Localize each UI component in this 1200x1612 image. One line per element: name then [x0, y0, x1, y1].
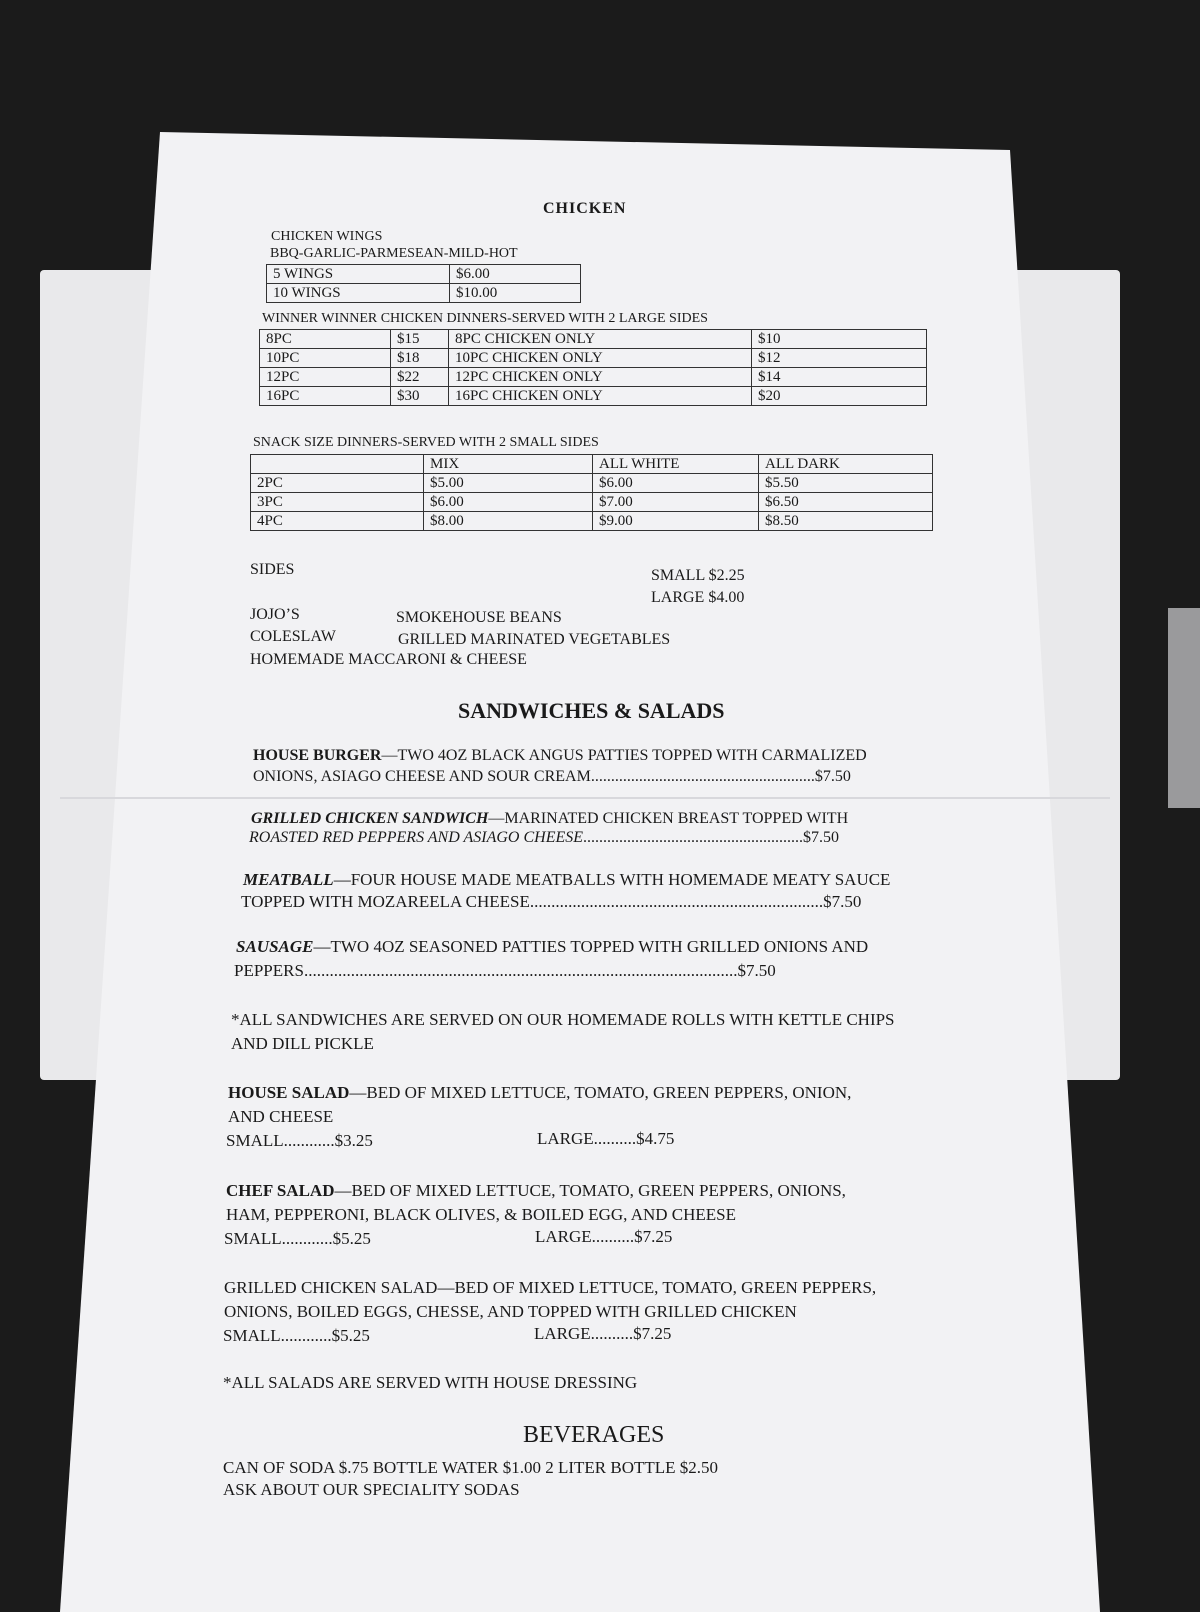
dinners-table — [259, 329, 927, 406]
table-cell: 8PC CHICKEN ONLY — [449, 330, 752, 349]
beverages-note: ASK ABOUT OUR SPECIALITY SODAS — [223, 1480, 520, 1499]
table-cell: MIX — [424, 455, 593, 474]
table-cell: 5 WINGS — [267, 265, 450, 284]
table-cell: $6.00 — [450, 265, 581, 284]
section-title-beverages: BEVERAGES — [523, 1422, 665, 1448]
table-cell: $7.00 — [593, 493, 759, 512]
wings-table — [266, 264, 581, 303]
salad-large-price: LARGE..........$7.25 — [534, 1324, 672, 1343]
table-cell: $10 — [752, 330, 927, 349]
menu-item-line — [234, 961, 776, 981]
table-cell: $9.00 — [593, 512, 759, 531]
snack-title: SNACK SIZE DINNERS-SERVED WITH 2 SMALL SIDES — [253, 435, 599, 450]
table-cell: 3PC — [251, 493, 424, 512]
sides-small-price: SMALL $2.25 — [651, 567, 745, 584]
item-description-line2: ONIONS, BOILED EGGS, CHESSE, AND TOPPED WITH GRILLED CHICKEN — [224, 1302, 797, 1321]
table-cell: $8.00 — [424, 512, 593, 531]
item-price: $7.50 — [737, 961, 776, 980]
table-row — [251, 474, 933, 493]
table-cell: 16PC CHICKEN ONLY — [449, 387, 752, 406]
salad-small-price: SMALL............$3.25 — [226, 1131, 373, 1150]
sides-large-price: LARGE $4.00 — [651, 589, 745, 606]
salad-note: *ALL SALADS ARE SERVED WITH HOUSE DRESSING — [223, 1373, 638, 1392]
salad-small-price: SMALL............$5.25 — [224, 1229, 371, 1248]
section-title-chicken: CHICKEN — [543, 200, 627, 217]
table-cell: $30 — [391, 387, 449, 406]
side-item: GRILLED MARINATED VEGETABLES — [398, 631, 671, 648]
item-description: —BED OF MIXED LETTUCE, TOMATO, GREEN PEPPERS, ONION, — [349, 1083, 852, 1102]
table-cell: $15 — [391, 330, 449, 349]
item-description: ONIONS, ASIAGO CHEESE AND SOUR CREAM — [253, 768, 591, 785]
sandwich-note: *ALL SANDWICHES ARE SERVED ON OUR HOMEMADE ROLLS WITH KETTLE CHIPS — [231, 1010, 895, 1029]
item-description: —BED OF MIXED LETTUCE, TOMATO, GREEN PEPPERS, — [437, 1278, 877, 1297]
salad-small-price: SMALL............$5.25 — [223, 1326, 370, 1345]
table-cell: $22 — [391, 368, 449, 387]
table-cell: 10PC — [260, 349, 391, 368]
menu-item-meatball — [243, 870, 890, 890]
item-name: SAUSAGE — [236, 937, 314, 956]
table-cell: $14 — [752, 368, 927, 387]
table-cell: 10 WINGS — [267, 284, 450, 303]
item-price: $7.50 — [814, 768, 851, 785]
menu-item-grilled-chicken-sandwich — [251, 810, 848, 828]
table-row — [260, 349, 927, 368]
paper-fold — [60, 797, 1110, 799]
wings-title: CHICKEN WINGS — [271, 229, 383, 244]
table-cell: 10PC CHICKEN ONLY — [449, 349, 752, 368]
table-cell: 4PC — [251, 512, 424, 531]
table-cell: 8PC — [260, 330, 391, 349]
table-cell: $6.00 — [593, 474, 759, 493]
salad-large-price: LARGE..........$4.75 — [537, 1129, 675, 1148]
section-title-sandwiches: SANDWICHES & SALADS — [458, 698, 725, 723]
item-description: —TWO 4OZ BLACK ANGUS PATTIES TOPPED WITH CARMALIZED — [381, 747, 867, 764]
table-cell: $18 — [391, 349, 449, 368]
table-cell: 12PC CHICKEN ONLY — [449, 368, 752, 387]
table-cell: $20 — [752, 387, 927, 406]
table-cell: ALL DARK — [759, 455, 933, 474]
wings-flavors: BBQ-GARLIC-PARMESEAN-MILD-HOT — [270, 246, 518, 261]
sides-title: SIDES — [250, 561, 295, 578]
item-description: —BED OF MIXED LETTUCE, TOMATO, GREEN PEPPERS, ONIONS, — [334, 1181, 846, 1200]
paper-stack-right — [1168, 608, 1200, 808]
item-description: —FOUR HOUSE MADE MEATBALLS WITH HOMEMADE MEATY SAUCE — [333, 870, 891, 889]
item-description: —TWO 4OZ SEASONED PATTIES TOPPED WITH GRILLED ONIONS AND — [313, 937, 869, 956]
item-description-line2: AND CHEESE — [228, 1107, 334, 1126]
item-description-line2: HAM, PEPPERONI, BLACK OLIVES, & BOILED EGG, AND CHEESE — [226, 1205, 737, 1224]
menu-item-line — [253, 768, 851, 786]
item-description: PEPPERS — [234, 961, 304, 980]
item-name: MEATBALL — [243, 870, 334, 889]
table-row — [260, 387, 927, 406]
item-name: GRILLED CHICKEN SANDWICH — [251, 810, 489, 827]
table-cell: 16PC — [260, 387, 391, 406]
side-item: SMOKEHOUSE BEANS — [396, 609, 562, 626]
menu-item-line — [241, 892, 861, 912]
item-description: ROASTED RED PEPPERS AND ASIAGO CHEESE — [249, 829, 584, 846]
table-cell: $12 — [752, 349, 927, 368]
table-cell: 12PC — [260, 368, 391, 387]
table-row — [251, 512, 933, 531]
side-item: HOMEMADE MACCARONI & CHEESE — [250, 651, 527, 668]
table-row — [260, 330, 927, 349]
table-row — [251, 493, 933, 512]
item-name: CHEF SALAD — [226, 1181, 335, 1200]
item-name: HOUSE BURGER — [253, 747, 382, 764]
table-cell: $5.50 — [759, 474, 933, 493]
table-cell: $5.00 — [424, 474, 593, 493]
table-cell: 2PC — [251, 474, 424, 493]
table-row — [267, 284, 581, 303]
table-cell: ALL WHITE — [593, 455, 759, 474]
snack-table — [250, 454, 933, 531]
menu-item-house-burger — [253, 747, 867, 765]
table-cell: $6.50 — [759, 493, 933, 512]
item-name: GRILLED CHICKEN SALAD — [224, 1278, 438, 1297]
item-name: HOUSE SALAD — [228, 1083, 350, 1102]
item-price: $7.50 — [823, 892, 862, 911]
item-description: TOPPED WITH MOZAREELA CHEESE — [241, 892, 530, 911]
dinners-title: WINNER WINNER CHICKEN DINNERS-SERVED WITH 2 LARGE SIDES — [262, 311, 708, 326]
table-cell: $10.00 — [450, 284, 581, 303]
menu-item-line — [249, 829, 839, 847]
leader-dots: ........................................................ — [590, 768, 815, 785]
menu-item-grilled-chicken-salad — [224, 1278, 876, 1298]
table-cell — [251, 455, 424, 474]
item-description: —MARINATED CHICKEN BREAST TOPPED WITH — [488, 810, 849, 827]
leader-dots: ...................................................................................................... — [303, 961, 738, 980]
side-item: COLESLAW — [250, 628, 336, 645]
table-cell: $6.00 — [424, 493, 593, 512]
leader-dots: ..................................................................... — [529, 892, 824, 911]
leader-dots: ....................................................... — [583, 829, 804, 846]
table-cell: $8.50 — [759, 512, 933, 531]
side-item: JOJO’S — [250, 606, 300, 623]
table-row — [251, 455, 933, 474]
salad-large-price: LARGE..........$7.25 — [535, 1227, 673, 1246]
menu-item-chef-salad — [226, 1181, 846, 1201]
menu-item-house-salad — [228, 1083, 851, 1103]
table-row — [260, 368, 927, 387]
table-row — [267, 265, 581, 284]
sandwich-note-line2: AND DILL PICKLE — [231, 1034, 374, 1053]
beverages-line: CAN OF SODA $.75 BOTTLE WATER $1.00 2 LITER BOTTLE $2.50 — [223, 1458, 719, 1477]
menu-item-sausage — [236, 937, 868, 957]
item-price: $7.50 — [803, 829, 840, 846]
